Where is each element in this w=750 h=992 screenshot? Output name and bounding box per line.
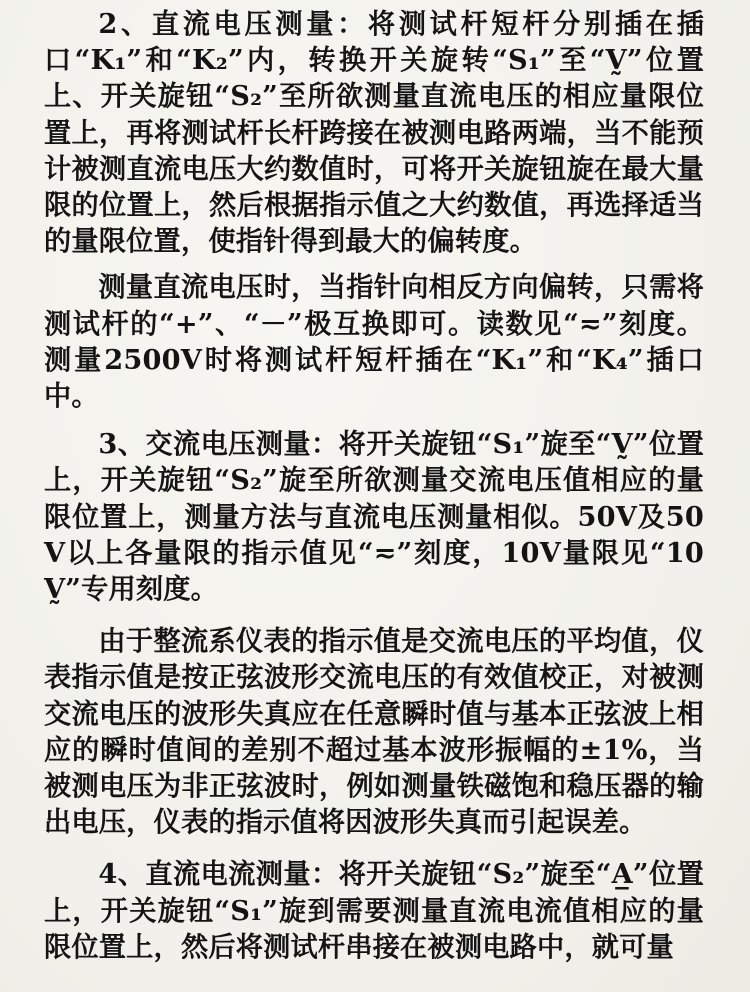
paragraph-rectifier-note: 由于整流系仪表的指示值是交流电压的平均值，仪表指示值是按正弦波形交流电压的有效值校正，对被测交流电压的波形失真应在任意瞬时值与基本正弦波上相应的瞬时值间的差别不超过基本波形振幅的±1%，当被测电压为非正弦波时，例如测量铁磁饱和稳压器的输出电压，仪表的指示值将因波形失真而引起误差。	[44, 625, 704, 839]
paragraph-dc-current-measurement: 4、直流电流测量：将开关旋钮“S₂”旋至“A̲”位置上，开关旋钮“S₁”旋到需要测量直流电流值相应的量限位置上，然后将测试杆串接在被测电路中，就可量	[44, 858, 704, 963]
paragraph-dc-voltage-polarity: 测量直流电压时，当指针向相反方向偏转，只需将测试杆的“+”、“－”极互换即可。读数见“≂”刻度。测量2500V时将测试杆短杆插在“K₁”和“K₄”插口中。	[44, 271, 704, 413]
paragraph-dc-voltage-measurement: 2、直流电压测量：将测试杆短杆分别插在插口“K₁”和“K₂”内，转换开关旋转“S₁”至“V̰”位置上、开关旋钮“S₂”至所欲测量直流电压的相应量限位置上，再将测试杆长杆跨接在被测电路两端，当不能预计被测直流电压大约数值时，可将开关旋钮旋在最大量限的位置上，然后根据指示值之大约数值，再选择适当的量限位置，使指针得到最大的偏转度。	[44, 8, 704, 258]
paragraph-ac-voltage-measurement: 3、交流电压测量：将开关旋钮“S₁”旋至“V̰”位置上，开关旋钮“S₂”旋至所欲测量交流电压值相应的量限位置上，测量方法与直流电压测量相似。50V及50V以上各量限的指示值见“≂”刻度，10V量限见“10V̰”专用刻度。	[44, 428, 704, 606]
